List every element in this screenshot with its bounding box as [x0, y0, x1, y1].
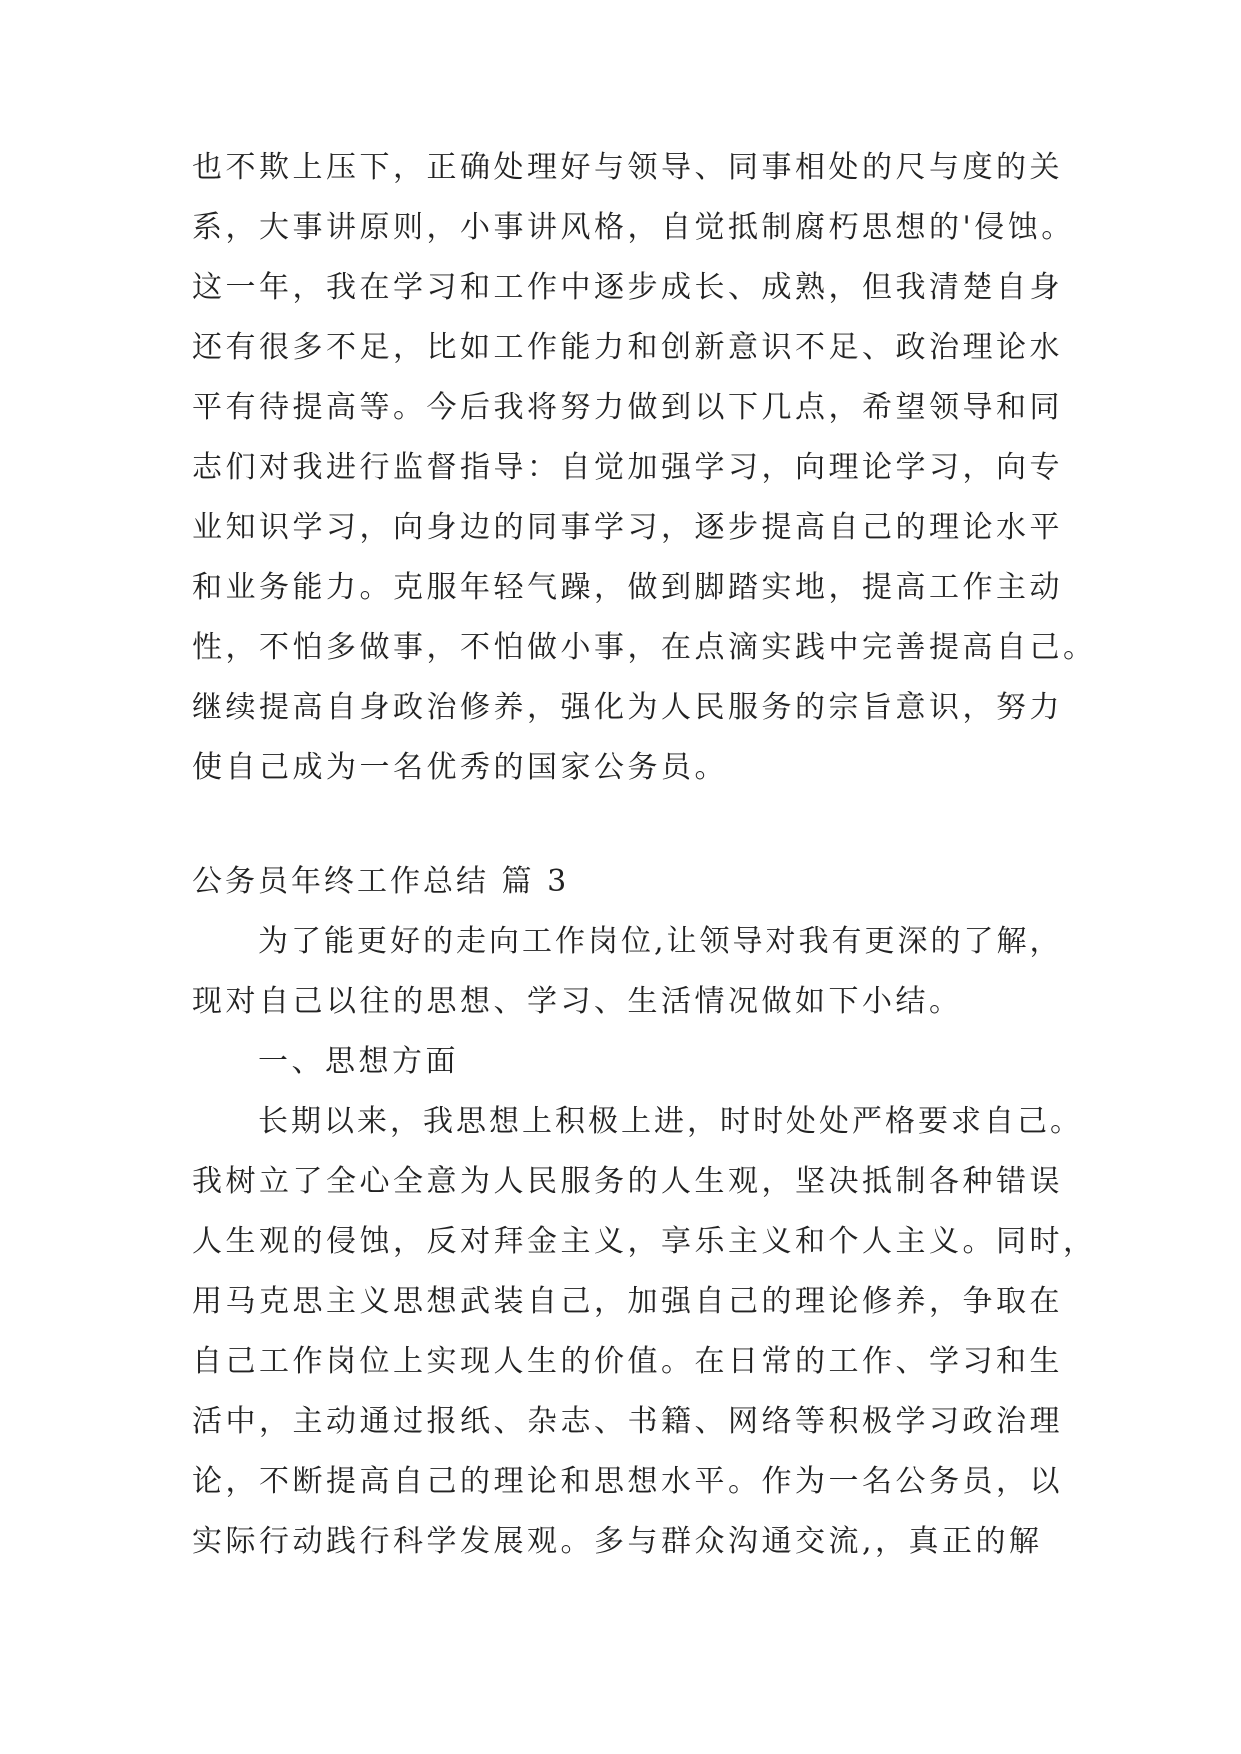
- text-line: 继续提高自身政治修养，强化为人民服务的宗旨意识，努力: [192, 690, 1063, 725]
- text-line: 平有待提高等。今后我将努力做到以下几点，希望领导和同: [192, 390, 1063, 425]
- text-line: 业知识学习，向身边的同事学习，逐步提高自己的理论水平: [192, 510, 1063, 545]
- text-line: 论，不断提高自己的理论和思想水平。作为一名公务员，以: [192, 1464, 1063, 1499]
- text-line: 这一年，我在学习和工作中逐步成长、成熟，但我清楚自身: [192, 270, 1063, 305]
- text-line: 人生观的侵蚀，反对拜金主义，享乐主义和个人主义。同时，: [192, 1224, 1097, 1259]
- text-line: 现对自己以往的思想、学习、生活情况做如下小结。: [192, 984, 963, 1019]
- section-heading: 公务员年终工作总结 篇 3: [192, 864, 570, 899]
- subheading: 一、思想方面: [258, 1044, 459, 1079]
- text-line: 使自己成为一名优秀的国家公务员。: [192, 750, 728, 785]
- text-line: 实际行动践行科学发展观。多与群众沟通交流,，真正的解: [192, 1524, 1043, 1559]
- text-line: 为了能更好的走向工作岗位,让领导对我有更深的了解，: [258, 924, 1063, 959]
- text-line: 还有很多不足，比如工作能力和创新意识不足、政治理论水: [192, 330, 1063, 365]
- text-line: 用马克思主义思想武装自己，加强自己的理论修养，争取在: [192, 1284, 1063, 1319]
- text-line: 自己工作岗位上实现人生的价值。在日常的工作、学习和生: [192, 1344, 1063, 1379]
- text-line: 志们对我进行监督指导：自觉加强学习，向理论学习，向专: [192, 450, 1063, 485]
- text-line: 活中，主动通过报纸、杂志、书籍、网络等积极学习政治理: [192, 1404, 1063, 1439]
- text-line: 性，不怕多做事，不怕做小事，在点滴实践中完善提高自己。: [192, 630, 1097, 665]
- text-line: 系，大事讲原则，小事讲风格，自觉抵制腐朽思想的'侵蚀。: [192, 210, 1075, 245]
- text-line: 也不欺上压下，正确处理好与领导、同事相处的尺与度的关: [192, 150, 1063, 185]
- text-line: 和业务能力。克服年轻气躁，做到脚踏实地，提高工作主动: [192, 570, 1063, 605]
- text-line: 我树立了全心全意为人民服务的人生观，坚决抵制各种错误: [192, 1164, 1063, 1199]
- text-line: 长期以来，我思想上积极上进，时时处处严格要求自己。: [258, 1104, 1083, 1139]
